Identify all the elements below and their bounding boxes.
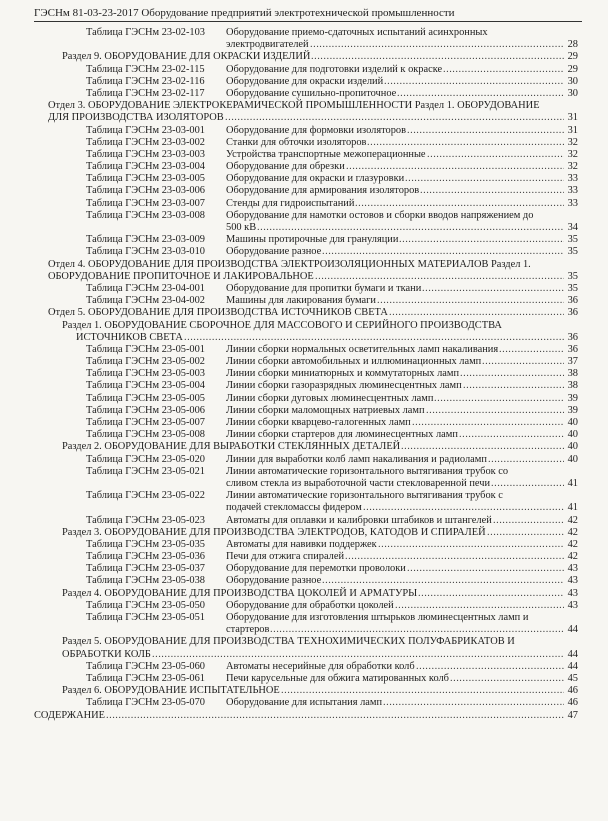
toc-dot-leader — [225, 112, 564, 124]
toc-entry-title: Линии для выработки колб ламп накаливания и радиоламп — [226, 453, 487, 465]
toc-dot-leader — [363, 502, 564, 514]
toc-entry[interactable] — [0, 380, 608, 392]
toc-entry[interactable] — [0, 405, 608, 417]
toc-entry[interactable] — [0, 527, 608, 539]
toc-entry-title: Устройства транспортные межоперационные — [226, 148, 426, 160]
toc-entry[interactable] — [0, 320, 608, 332]
toc-entry[interactable] — [0, 271, 608, 283]
toc-dot-leader — [152, 649, 564, 661]
toc-entry[interactable] — [0, 661, 608, 673]
toc-entry[interactable] — [0, 417, 608, 429]
toc-dot-leader — [460, 368, 564, 380]
toc-dot-leader — [405, 173, 564, 185]
toc-dot-leader — [270, 624, 564, 636]
toc-table-code: Таблица ГЭСНм 23-05-006 — [86, 404, 206, 416]
toc-entry[interactable] — [0, 429, 608, 441]
toc-entry-title: Линии сборки стартеров для люминесцентных ламп — [226, 429, 458, 441]
toc-page-number: 40 — [567, 417, 578, 428]
toc-entry[interactable] — [0, 588, 608, 600]
toc-dot-leader — [459, 429, 564, 441]
toc-entry-title: Раздел 9. ОБОРУДОВАНИЕ ДЛЯ ОКРАСКИ ИЗДЕЛИЙ — [62, 51, 311, 63]
toc-page-number: 46 — [567, 685, 578, 697]
toc-entry-title: Машины для лакирования бумаги — [226, 295, 376, 307]
toc-table-code: Таблица ГЭСНм 23-02-116 — [86, 75, 205, 87]
toc-table-code: Таблица ГЭСНм 23-04-002 — [86, 295, 206, 307]
toc-entry-title: Отдел 3. ОБОРУДОВАНИЕ ЭЛЕКТРОКЕРАМИЧЕСКОЙ ПРОМЫШЛЕННОСТИ Раздел 1. ОБОРУДОВАНИЕ — [48, 100, 540, 112]
toc-entry[interactable] — [0, 612, 608, 624]
toc-dot-leader — [389, 307, 564, 319]
toc-entry-title: Автоматы несерийные для обработки колб — [226, 660, 415, 672]
toc-table-code: Таблица ГЭСНм 23-05-001 — [86, 343, 206, 355]
toc-dot-leader — [322, 246, 564, 258]
toc-entry-title: Оборудование для испытания ламп — [226, 697, 383, 709]
toc-entry[interactable] — [0, 198, 608, 210]
toc-dot-leader — [463, 380, 564, 392]
toc-page-number: 32 — [567, 148, 578, 160]
toc-table-code: Таблица ГЭСНм 23-03-010 — [86, 246, 206, 258]
toc-entry-title: стартеров — [226, 624, 270, 636]
toc-dot-leader — [355, 198, 564, 210]
toc-entry[interactable] — [0, 112, 608, 124]
toc-dot-leader — [399, 234, 564, 246]
toc-dot-leader — [401, 441, 564, 453]
toc-entry-title: Оборудование для формовки изоляторов — [226, 124, 406, 136]
toc-entry[interactable] — [0, 600, 608, 612]
toc-dot-leader — [412, 417, 564, 429]
toc-entry[interactable] — [0, 27, 608, 39]
toc-entry-title: Автоматы для навивки поддержек — [226, 538, 377, 550]
toc-table-code: Таблица ГЭСНм 23-02-117 — [86, 87, 205, 99]
toc-table-code: Таблица ГЭСНм 23-05-060 — [86, 660, 206, 672]
toc-entry-title: Линии автоматические горизонтального вытягивания трубок с — [226, 490, 503, 502]
toc-page-number: 35 — [567, 234, 578, 246]
toc-entry[interactable] — [0, 51, 608, 63]
toc-table-code: Таблица ГЭСНм 23-03-005 — [86, 173, 206, 185]
toc-entry-title: Линии сборки нормальных осветительных ламп накаливания — [226, 343, 499, 355]
toc-entry[interactable] — [0, 173, 608, 185]
toc-entry[interactable] — [0, 149, 608, 161]
toc-page-number: 42 — [567, 526, 578, 538]
toc-entry-title: Линии сборки маломощных натриевых ламп — [226, 404, 425, 416]
toc-page-number: 36 — [567, 307, 578, 319]
toc-entry-title: Раздел 2. ОБОРУДОВАНИЕ ДЛЯ ВЫРАБОТКИ СТЕКЛЯННЫХ ДЕТАЛЕЙ — [62, 441, 401, 453]
toc-dot-leader — [482, 356, 564, 368]
toc-table-code: Таблица ГЭСНм 23-05-003 — [86, 368, 206, 380]
toc-page-number: 44 — [567, 648, 578, 660]
toc-entry[interactable] — [0, 515, 608, 527]
toc-dot-leader — [315, 271, 564, 283]
toc-entry[interactable] — [0, 685, 608, 697]
toc-dot-leader — [378, 539, 564, 551]
toc-entry[interactable] — [0, 88, 608, 100]
toc-table-code: Таблица ГЭСНм 23-05-050 — [86, 599, 206, 611]
toc-dot-leader — [418, 588, 564, 600]
toc-dot-leader — [106, 710, 564, 722]
toc-page-number: 29 — [567, 63, 578, 75]
toc-dot-leader — [499, 344, 564, 356]
toc-entry-title: ИСТОЧНИКОВ СВЕТА — [76, 331, 183, 343]
table-of-contents — [0, 27, 608, 722]
toc-dot-leader — [491, 478, 564, 490]
toc-entry-title: Оборудование для пропитки бумаги и ткани — [226, 282, 422, 294]
toc-dot-leader — [427, 149, 564, 161]
toc-page-number: 43 — [567, 575, 578, 587]
toc-page-number: 31 — [567, 124, 578, 136]
toc-dot-leader — [493, 515, 564, 527]
toc-entry[interactable] — [0, 332, 608, 344]
toc-entry[interactable] — [0, 466, 608, 478]
toc-dot-leader — [383, 697, 564, 709]
toc-entry[interactable] — [0, 368, 608, 380]
toc-entry-title: Стенды для гидроиспытаний — [226, 197, 355, 209]
toc-page-number: 33 — [567, 173, 578, 185]
toc-dot-leader — [426, 405, 564, 417]
toc-table-code: Таблица ГЭСНм 23-05-051 — [86, 612, 206, 623]
toc-entry[interactable] — [0, 636, 608, 648]
toc-page-number: 40 — [567, 441, 578, 453]
toc-entry-title: 500 кВ — [226, 222, 257, 233]
toc-entry[interactable] — [0, 185, 608, 197]
toc-page-number: 34 — [567, 222, 578, 233]
toc-page-number: 36 — [567, 331, 578, 343]
toc-entry-title: Раздел 4. ОБОРУДОВАНИЕ ДЛЯ ПРОИЗВОДСТВА ЦОКОЛЕЙ И АРМАТУРЫ — [62, 587, 418, 599]
toc-page-number: 43 — [567, 587, 578, 599]
toc-table-code: Таблица ГЭСНм 23-05-004 — [86, 380, 206, 392]
toc-table-code: Таблица ГЭСНм 23-03-009 — [86, 234, 206, 246]
toc-page-number: 36 — [567, 295, 578, 307]
toc-dot-leader — [487, 527, 564, 539]
toc-entry[interactable] — [0, 551, 608, 563]
toc-page-number: 42 — [567, 538, 578, 550]
toc-table-code: Таблица ГЭСНм 23-03-006 — [86, 185, 206, 197]
toc-entry-title: Оборудование для перемотки проволоки — [226, 563, 406, 575]
toc-dot-leader — [184, 332, 564, 344]
toc-entry[interactable] — [0, 502, 608, 514]
toc-dot-leader — [434, 393, 564, 405]
toc-page-number: 33 — [567, 197, 578, 209]
toc-entry-title: Автоматы для оплавки и калибровки штабиков и штангелей — [226, 514, 492, 526]
toc-entry-title: Оборудование для изготовления штырьков люминесцентных ламп и — [226, 612, 529, 623]
toc-page-number: 42 — [567, 551, 578, 563]
toc-page-number: 39 — [567, 404, 578, 416]
toc-entry[interactable] — [0, 454, 608, 466]
toc-entry-title: ОБРАБОТКИ КОЛБ — [62, 648, 151, 660]
toc-table-code: Таблица ГЭСНм 23-05-070 — [86, 697, 206, 709]
toc-entry[interactable] — [0, 210, 608, 222]
toc-entry[interactable] — [0, 137, 608, 149]
toc-table-code: Таблица ГЭСНм 23-05-020 — [86, 453, 206, 465]
toc-dot-leader — [443, 64, 564, 76]
toc-entry[interactable] — [0, 710, 608, 722]
toc-entry[interactable] — [0, 575, 608, 587]
toc-entry[interactable] — [0, 563, 608, 575]
toc-entry[interactable] — [0, 344, 608, 356]
toc-entry[interactable] — [0, 76, 608, 88]
toc-table-code: Таблица ГЭСНм 23-03-003 — [86, 148, 206, 160]
toc-entry[interactable] — [0, 697, 608, 709]
toc-dot-leader — [407, 563, 564, 575]
toc-page-number: 46 — [567, 697, 578, 709]
toc-dot-leader — [422, 283, 564, 295]
toc-page-number: 38 — [567, 368, 578, 380]
toc-entry-title: Отдел 4. ОБОРУДОВАНИЕ ДЛЯ ПРОИЗВОДСТВА ЭЛЕКТРОИЗОЛЯЦИОННЫХ МАТЕРИАЛОВ Раздел 1. — [48, 258, 531, 270]
toc-page-number: 32 — [567, 136, 578, 148]
toc-page-number: 40 — [567, 429, 578, 441]
toc-entry-title: Линии сборки кварцево-галогенных ламп — [226, 417, 411, 428]
toc-entry-title: подачей стекломассы фидером — [226, 502, 362, 514]
toc-entry-title: электродвигателей — [226, 39, 309, 51]
toc-page-number: 39 — [567, 392, 578, 404]
toc-page-number: 40 — [567, 453, 578, 465]
toc-entry[interactable] — [0, 64, 608, 76]
running-header: ГЭСНм 81-03-23-2017 Оборудование предприятий электротехнической промышленности — [34, 6, 582, 22]
toc-entry-title: Линии сборки газоразрядных люминесцентных ламп — [226, 380, 462, 392]
toc-entry[interactable] — [0, 478, 608, 490]
toc-page-number: 38 — [567, 380, 578, 392]
toc-entry-title: Машины протирочные для грануляции — [226, 234, 399, 246]
toc-page-number: 41 — [567, 502, 578, 514]
toc-entry[interactable] — [0, 246, 608, 258]
toc-entry[interactable] — [0, 441, 608, 453]
toc-entry[interactable] — [0, 100, 608, 112]
toc-entry-title: Раздел 3. ОБОРУДОВАНИЕ ДЛЯ ПРОИЗВОДСТВА ЭЛЕКТРОДОВ, КАТОДОВ И СПИРАЛЕЙ — [62, 526, 486, 538]
toc-table-code: Таблица ГЭСНм 23-05-036 — [86, 551, 206, 563]
toc-entry-title: СОДЕРЖАНИЕ — [34, 709, 105, 721]
toc-page-number: 44 — [567, 624, 578, 636]
toc-entry-title: Оборудование для окраски изделий — [226, 75, 384, 87]
toc-dot-leader — [310, 39, 564, 51]
toc-entry-title: Оборудование для намотки остовов и сборки вводов напряжением до — [226, 209, 534, 221]
toc-entry[interactable] — [0, 356, 608, 368]
toc-entry[interactable] — [0, 39, 608, 51]
toc-table-code: Таблица ГЭСНм 23-05-021 — [86, 465, 206, 477]
toc-dot-leader — [311, 51, 564, 63]
toc-entry-title: Оборудование разное — [226, 575, 322, 587]
toc-page-number: 37 — [567, 356, 578, 368]
toc-dot-leader — [407, 125, 564, 137]
toc-table-code: Таблица ГЭСНм 23-05-007 — [86, 417, 206, 428]
toc-entry-title: Линии сборки дуговых люминесцентных ламп — [226, 392, 434, 404]
toc-dot-leader — [257, 222, 564, 234]
toc-entry-title: Линии автоматические горизонтального вытягивания трубок со — [226, 465, 509, 477]
toc-entry[interactable] — [0, 125, 608, 137]
toc-entry-title: Раздел 6. ОБОРУДОВАНИЕ ИСПЫТАТЕЛЬНОЕ — [62, 685, 280, 697]
toc-entry-title: Оборудование для окраски и глазуровки — [226, 173, 405, 185]
toc-page-number: 43 — [567, 599, 578, 611]
toc-entry[interactable] — [0, 624, 608, 636]
toc-page-number: 30 — [567, 87, 578, 99]
toc-entry-title: Линии сборки автомобильных и иллюминационных ламп — [226, 356, 482, 368]
toc-dot-leader — [377, 295, 564, 307]
toc-page-number: 32 — [567, 161, 578, 173]
toc-entry[interactable] — [0, 393, 608, 405]
toc-entry[interactable] — [0, 295, 608, 307]
toc-dot-leader — [397, 88, 564, 100]
toc-entry[interactable] — [0, 222, 608, 234]
toc-entry[interactable] — [0, 234, 608, 246]
toc-dot-leader — [345, 551, 564, 563]
toc-page-number: 47 — [567, 709, 578, 721]
toc-dot-leader — [346, 161, 564, 173]
toc-table-code: Таблица ГЭСНм 23-02-115 — [86, 63, 205, 75]
toc-dot-leader — [416, 661, 564, 673]
toc-entry-title: Раздел 5. ОБОРУДОВАНИЕ ДЛЯ ПРОИЗВОДСТВА ТЕХНОХИМИЧЕСКИХ ПОЛУФАБРИКАТОВ И — [62, 636, 515, 648]
toc-dot-leader — [420, 185, 564, 197]
toc-page-number: 42 — [567, 514, 578, 526]
toc-entry[interactable] — [0, 259, 608, 271]
toc-table-code: Таблица ГЭСНм 23-05-035 — [86, 538, 206, 550]
toc-table-code: Таблица ГЭСНм 23-03-002 — [86, 136, 206, 148]
toc-entry-title: Оборудование сушильно-пропиточное — [226, 87, 397, 99]
toc-table-code: Таблица ГЭСНм 23-05-023 — [86, 514, 206, 526]
toc-table-code: Таблица ГЭСНм 23-05-002 — [86, 356, 206, 368]
toc-entry[interactable] — [0, 539, 608, 551]
toc-dot-leader — [384, 76, 564, 88]
toc-dot-leader — [281, 685, 564, 697]
toc-table-code: Таблица ГЭСНм 23-05-005 — [86, 392, 206, 404]
toc-dot-leader — [395, 600, 564, 612]
toc-entry-title: Отдел 5. ОБОРУДОВАНИЕ ДЛЯ ПРОИЗВОДСТВА ИСТОЧНИКОВ СВЕТА — [48, 307, 388, 319]
toc-entry-title: Печи карусельные для обжига матированных колб — [226, 672, 449, 684]
toc-dot-leader — [367, 137, 564, 149]
toc-table-code: Таблица ГЭСНм 23-05-008 — [86, 429, 206, 441]
toc-page-number: 35 — [567, 270, 578, 282]
toc-page-number: 43 — [567, 563, 578, 575]
toc-entry-title: Печи для отжига спиралей — [226, 551, 345, 563]
toc-page-number: 35 — [567, 282, 578, 294]
toc-dot-leader — [450, 673, 564, 685]
toc-page-number: 41 — [567, 477, 578, 489]
toc-page-number: 35 — [567, 246, 578, 258]
toc-entry-title: сливом стекла из выработочной части стекловаренной печи — [226, 477, 491, 489]
toc-table-code: Таблица ГЭСНм 23-05-037 — [86, 563, 206, 575]
toc-table-code: Таблица ГЭСНм 23-03-004 — [86, 161, 206, 173]
toc-entry-title: Оборудование для обработки цоколей — [226, 599, 394, 611]
toc-entry[interactable] — [0, 649, 608, 661]
toc-table-code: Таблица ГЭСНм 23-04-001 — [86, 282, 206, 294]
toc-entry-title: Оборудование для обрезки — [226, 161, 345, 173]
toc-entry[interactable] — [0, 161, 608, 173]
toc-entry[interactable] — [0, 307, 608, 319]
toc-page-number: 29 — [567, 51, 578, 63]
toc-dot-leader — [488, 454, 564, 466]
toc-page-number: 28 — [567, 39, 578, 51]
toc-entry-title: Оборудование для армирования изоляторов — [226, 185, 420, 197]
toc-page-number: 30 — [567, 75, 578, 87]
toc-entry-title: Оборудование приемо-сдаточных испытаний асинхронных — [226, 27, 488, 38]
toc-table-code: Таблица ГЭСНм 23-03-008 — [86, 209, 206, 221]
toc-entry[interactable] — [0, 490, 608, 502]
toc-table-code: Таблица ГЭСНм 23-05-022 — [86, 490, 206, 502]
toc-table-code: Таблица ГЭСНм 23-03-007 — [86, 197, 206, 209]
toc-entry-title: Станки для обточки изоляторов — [226, 136, 367, 148]
toc-table-code: Таблица ГЭСНм 23-05-061 — [86, 672, 206, 684]
toc-page-number: 44 — [567, 660, 578, 672]
toc-entry-title: Оборудование для подготовки изделий к окраске — [226, 63, 443, 75]
toc-entry[interactable] — [0, 673, 608, 685]
toc-page-number: 31 — [567, 112, 578, 124]
toc-entry[interactable] — [0, 283, 608, 295]
toc-table-code: Таблица ГЭСНм 23-05-038 — [86, 575, 206, 587]
toc-entry-title: Линии сборки миниатюрных и коммутаторных ламп — [226, 368, 460, 380]
toc-entry-title: Оборудование разное — [226, 246, 322, 258]
toc-table-code: Таблица ГЭСНм 23-03-001 — [86, 124, 206, 136]
toc-page-number: 33 — [567, 185, 578, 197]
toc-page-number: 45 — [567, 672, 578, 684]
toc-table-code: Таблица ГЭСНм 23-02-103 — [86, 27, 206, 38]
toc-entry-title: Раздел 1. ОБОРУДОВАНИЕ СБОРОЧНОЕ ДЛЯ МАССОВОГО И СЕРИЙНОГО ПРОИЗВОДСТВА — [62, 319, 502, 331]
toc-entry-title: ДЛЯ ПРОИЗВОДСТВА ИЗОЛЯТОРОВ — [48, 112, 224, 124]
toc-dot-leader — [322, 575, 564, 587]
toc-page-number: 36 — [567, 343, 578, 355]
toc-entry-title: ОБОРУДОВАНИЕ ПРОПИТОЧНОЕ И ЛАКИРОВАЛЬНОЕ — [48, 270, 314, 282]
